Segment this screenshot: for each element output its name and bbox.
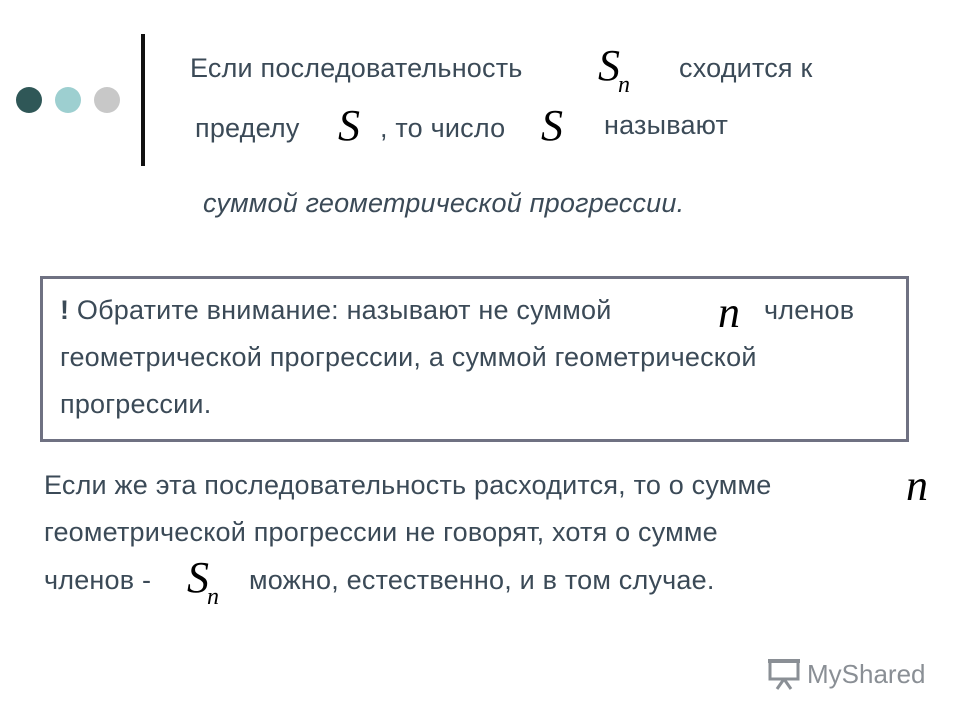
line2-text-c: называют [604,110,729,140]
logo-text: MyShared [807,658,926,689]
para-line3a: членов - [44,565,152,595]
note-exclamation: ! [60,295,70,325]
line1-text-b: сходится к [679,53,813,83]
note-line1-text: Обратите внимание: называют не суммой [76,295,612,325]
decor-dot-dark [16,87,42,113]
para-line3b: можно, естественно, и в том случае. [249,565,715,595]
para-line1: Если же эта последовательность расходится, то о сумме [44,470,772,500]
math-Sn-1 [598,40,632,98]
note-line2: геометрической прогрессии, а суммой геометрической [60,342,757,372]
definition-italic: суммой геометрической прогрессии. [203,188,685,218]
math-S: S [187,553,209,602]
math-S-limit [338,100,360,151]
math-n-sub: n [618,72,630,98]
note-line1-end: членов [764,295,855,325]
line2-text-b: , то число [380,113,506,143]
myshared-logo [767,657,926,691]
math-S-number [541,100,563,151]
presentation-board-icon [767,658,801,690]
line1-text-a: Если последовательность [190,53,523,83]
math-S: S [598,41,620,90]
math-n: n [718,288,740,337]
line2-text-a: пределу [195,113,300,143]
math-n: n [906,461,928,510]
decor-dot-gray [94,87,120,113]
math-n-para [906,460,928,511]
math-Sn-2 [187,552,221,610]
note-line1 [60,295,612,326]
para-line2: геометрической прогрессии не говорят, хотя о сумме [44,517,718,547]
math-n-note [718,287,740,338]
math-S: S [338,101,360,150]
math-n-sub: n [207,584,219,610]
note-line3: прогрессии. [60,389,212,419]
vertical-divider [141,34,145,166]
decor-dot-teal [55,87,81,113]
math-S: S [541,101,563,150]
